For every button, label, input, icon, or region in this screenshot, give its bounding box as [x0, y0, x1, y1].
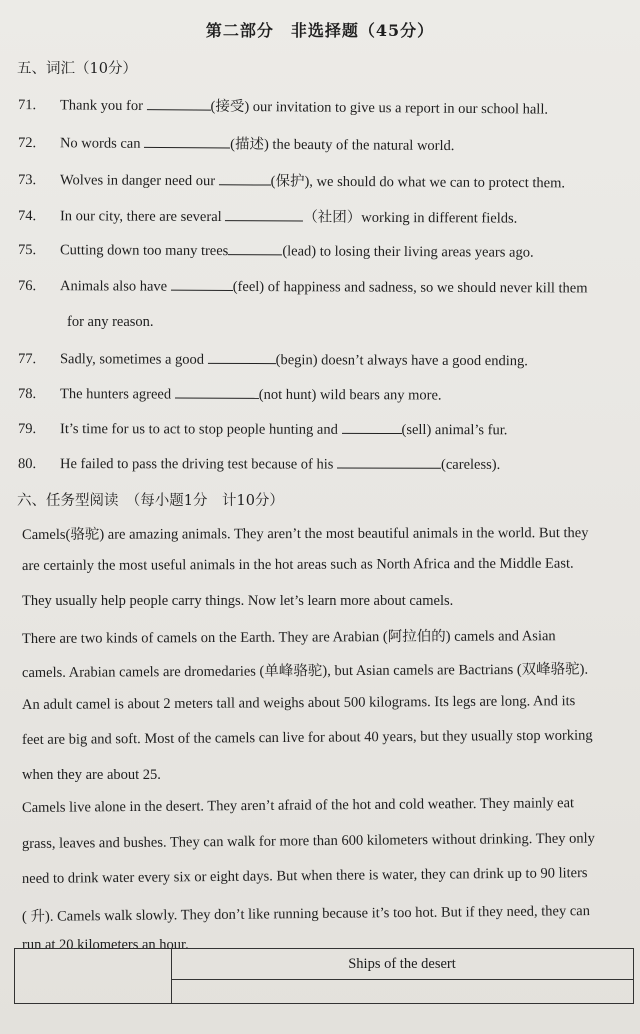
question-76	[18, 277, 588, 297]
question-71	[18, 93, 548, 119]
question-80	[18, 455, 500, 474]
question-text-after: (feel) of happiness and sadness, so we should never kill them	[232, 278, 588, 297]
question-text-before: Wolves in danger need our	[59, 172, 219, 190]
answer-blank[interactable]	[175, 386, 259, 399]
answer-blank[interactable]	[144, 135, 230, 149]
answer-blank[interactable]	[337, 456, 441, 469]
question-73	[18, 168, 565, 192]
table-header: Ships of the desert	[348, 956, 456, 972]
question-76-continuation: for any reason.	[67, 314, 154, 330]
question-text-after: (begin) doesn’t always have a good ending.	[275, 352, 528, 370]
answer-blank[interactable]	[341, 421, 401, 434]
reading-line: There are two kinds of camels on the Earth. They are Arabian (阿拉伯的) camels and Asian	[21, 628, 556, 647]
question-text-after: (描述) the beauty of the natural world.	[230, 136, 455, 155]
question-number: 79.	[17, 421, 37, 438]
question-text-before: The hunters agreed	[59, 386, 175, 403]
reading-line: An adult camel is about 2 meters tall and weighs about 500 kilograms. Its legs are long. And its	[21, 693, 576, 713]
reading-line: ( 升). Camels walk slowly. They don’t like running because it’s too hot. But if they need, they can	[21, 903, 591, 925]
question-75	[18, 241, 534, 262]
question-74	[18, 204, 517, 228]
question-number: 74.	[17, 208, 37, 225]
question-text-after: (not hunt) wild bears any more.	[258, 386, 442, 404]
reading-line: They usually help people carry things. Now let’s learn more about camels.	[22, 593, 454, 609]
question-text-after: (careless).	[441, 456, 501, 473]
answer-table	[14, 948, 634, 1004]
question-number: 73.	[17, 172, 37, 189]
reading-line: Camels(骆驼) are amazing animals. They aren’t the most beautiful animals in the world. But they	[21, 525, 589, 543]
table-divider	[171, 979, 633, 980]
question-text-after: (保护), we should do what we can to protect them.	[270, 173, 566, 192]
question-number: 78.	[17, 386, 37, 403]
reading-line: are certainly the most useful animals in the hot areas such as North Africa and the Middle East.	[21, 555, 574, 574]
reading-line: need to drink water every six or eight days. But when there is water, they can drink up to 90 liters	[21, 865, 588, 887]
answer-blank[interactable]	[228, 242, 282, 255]
answer-blank[interactable]	[171, 278, 233, 291]
reading-line: Camels live alone in the desert. They aren’t afraid of the hot and cold weather. They mainly eat	[21, 795, 575, 816]
page-title: 第二部分 非选择题（45分）	[205, 21, 435, 40]
answer-blank[interactable]	[225, 208, 303, 221]
question-number: 77.	[17, 351, 37, 368]
reading-line: feet are big and soft. Most of the camels can live for about 40 years, but they usually stop working	[21, 727, 593, 748]
question-78	[18, 385, 442, 404]
question-text-before: He failed to pass the driving test because of his	[59, 456, 338, 473]
question-number: 72.	[17, 135, 37, 152]
section-6-heading: 六、任务型阅读 （每小题1分 计10分）	[17, 493, 284, 509]
question-number: 80.	[17, 456, 37, 473]
question-text-after: (lead) to losing their living areas years ago.	[282, 243, 534, 261]
reading-line: grass, leaves and bushes. They can walk for more than 600 kilometers without drinking. They only	[21, 830, 595, 852]
reading-line: run at 20 kilometers an hour.	[22, 937, 189, 953]
reading-line: when they are about 25.	[22, 767, 161, 783]
reading-line: camels. Arabian camels are dromedaries (单峰骆驼), but Asian camels are Bactrians (双峰骆驼).	[21, 661, 589, 681]
question-number: 75.	[17, 242, 37, 259]
question-text-after: (接受) our invitation to give us a report in our school hall.	[210, 98, 549, 118]
question-text-after: （社团）working in different fields.	[303, 209, 518, 227]
section-5-heading: 五、词汇（10分）	[17, 61, 137, 77]
answer-blank[interactable]	[147, 97, 211, 111]
answer-blank[interactable]	[208, 351, 276, 364]
question-text-before: Sadly, sometimes a good	[59, 351, 208, 368]
question-79	[18, 420, 507, 439]
answer-blank[interactable]	[219, 172, 271, 185]
question-77	[18, 350, 528, 370]
question-text-after: (sell) animal’s fur.	[401, 422, 508, 439]
question-72	[18, 131, 455, 155]
question-number: 71.	[17, 97, 37, 114]
question-text-before: Animals also have	[59, 278, 171, 295]
question-text-before: Cutting down too many trees	[59, 242, 229, 260]
question-number: 76.	[17, 278, 37, 295]
question-text-before: It’s time for us to act to stop people hunting and	[59, 421, 342, 438]
question-text-before: Thank you for	[59, 97, 147, 115]
question-text-before: In our city, there are several	[59, 208, 226, 226]
question-text-before: No words can	[59, 135, 145, 152]
